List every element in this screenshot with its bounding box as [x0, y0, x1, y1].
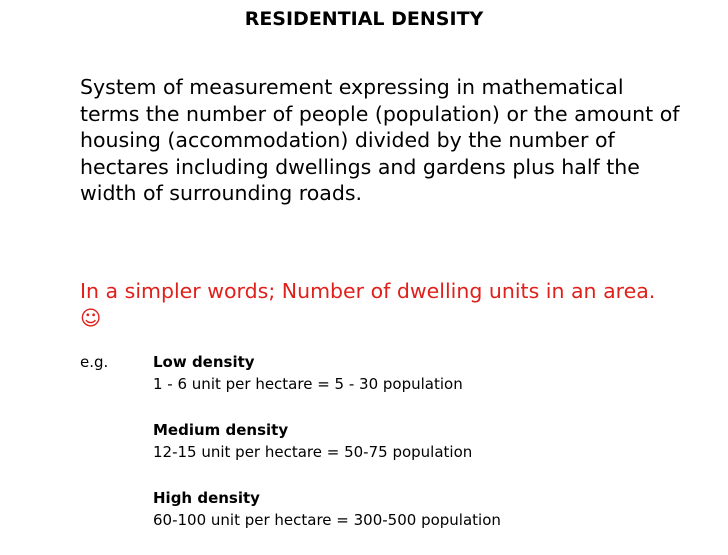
example-label: e.g.	[80, 353, 109, 371]
density-level-high	[153, 487, 673, 531]
definition-text: System of measurement expressing in mathematical terms the number of people (population) or the amount of housing (accommodation) divided by the number of hectares including dwellings and gardens plus half the width of surrounding roads.	[80, 75, 680, 205]
density-levels-list	[153, 351, 673, 555]
density-level-range: 12-15 unit per hectare = 50-75 population	[153, 443, 473, 461]
density-level-name: Medium density	[153, 421, 289, 439]
density-level-name: Low density	[153, 353, 255, 371]
density-level-low	[153, 351, 673, 395]
simpler-definition-text: In a simpler words; Number of dwelling units in an area. ☺	[80, 279, 656, 330]
density-level-name: High density	[153, 489, 260, 507]
density-level-range: 1 - 6 unit per hectare = 5 - 30 population	[153, 375, 463, 393]
density-level-range: 60-100 unit per hectare = 300-500 population	[153, 511, 501, 529]
density-level-medium	[153, 419, 673, 463]
slide-title: RESIDENTIAL DENSITY	[244, 8, 484, 30]
